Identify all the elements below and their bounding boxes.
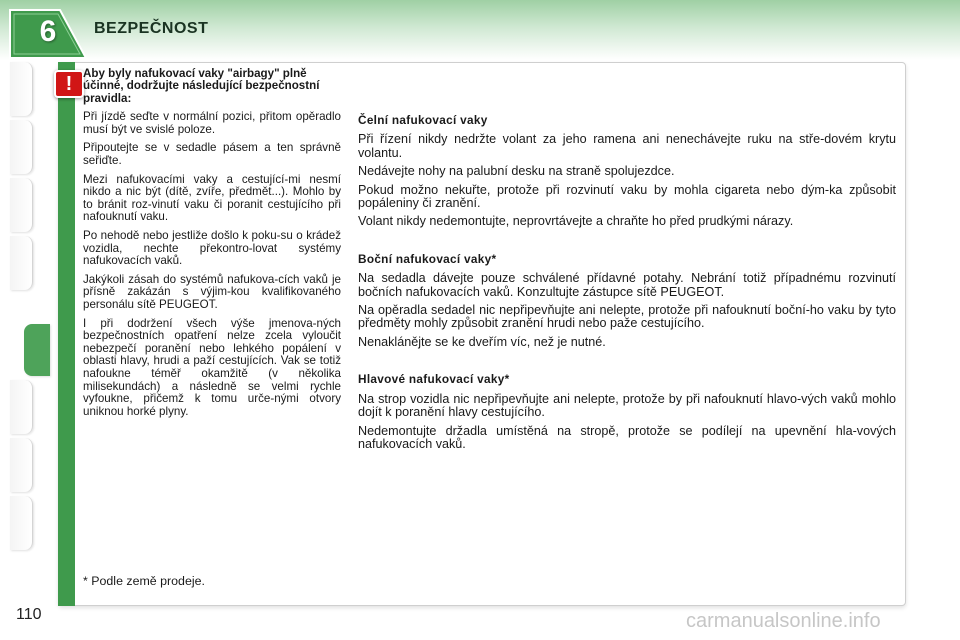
section-paragraph: Na sedadla dávejte pouze schválené přídavné potahy. Nebrání totiž případnému rozvinutí bočních nafukovacích vaků. Konzultujte zástupce sítě PEUGEOT.: [358, 271, 896, 299]
chapter-badge: [8, 8, 88, 60]
section-heading: Čelní nafukovací vaky: [358, 113, 488, 127]
section-paragraph: Při řízení nikdy nedržte volant za jeho ramena ani nenechávejte ruku na stře-dovém krytu volantu.: [358, 132, 896, 160]
chapter-tabs: [0, 62, 50, 582]
section-side-airbags: [358, 253, 896, 349]
exclamation-icon: !: [54, 70, 84, 98]
section-paragraph: Nenaklánějte se ke dveřím víc, než je nutné.: [358, 334, 606, 349]
chapter-tab[interactable]: [10, 236, 33, 290]
section-paragraph: Nedemontujte držadla umístěná na stropě, protože se podílejí na upevnění hla-vových nafukovacích vaků.: [358, 423, 896, 451]
warning-paragraph: Jakýkoli zásah do systémů nafukova-cích vaků je přísně zakázán s výjim-kou kvalifikovaného personálu sítě PEUGEOT.: [83, 272, 341, 311]
chapter-tab[interactable]: [10, 438, 33, 492]
section-heading: Hlavové nafukovací vaky*: [358, 372, 510, 387]
section-front-airbags: [358, 114, 896, 229]
airbag-sections: [358, 114, 896, 475]
chapter-tab[interactable]: [10, 62, 33, 116]
warning-paragraph: I při dodržení všech výše jmenova-ných bezpečnostních opatření nelze zcela vyloučit nebezpečí poranění nebo lehkého popálení v oblasti hlavy, hrudi a paží cestujících. Vak se totiž nafoukne téměř okamžitě (v několika milisekundách) a následně se velmi rychle vyfoukne, přičemž k tomu urče-nými otvory uniknou horké plyny.: [83, 316, 341, 418]
warning-paragraph: Po nehodě nebo jestliže došlo k poku-su o krádež vozidla, nechte překontro-lovat systémy nafukovacích vaků.: [83, 228, 341, 268]
chapter-tab-active[interactable]: [24, 324, 50, 376]
warning-paragraph: Při jízdě seďte v normální pozici, přitom opěradlo musí být ve svislé poloze.: [83, 110, 341, 136]
section-paragraph: Pokud možno nekuřte, protože při rozvinutí vaku by mohla cigareta nebo dým-ka způsobit popáleniny či zranění.: [358, 182, 896, 211]
chapter-tab[interactable]: [10, 120, 33, 174]
footnote: * Podle země prodeje.: [83, 574, 205, 588]
page-number: 110: [16, 606, 42, 623]
section-paragraph: Volant nikdy nedemontujte, neprovrtávejte a chraňte ho před prudkými nárazy.: [358, 214, 794, 229]
watermark: carmanualsonline.info: [686, 610, 881, 632]
section-title: BEZPEČNOST: [94, 20, 209, 37]
warning-paragraph: Mezi nafukovacími vaky a cestující-mi nesmí nikdo a nic být (dítě, zvíře, předmět...). Mohlo by to bránit roz-vinutí vaku či poranit cestujícího při nafouknutí vaku.: [83, 172, 341, 224]
section-curtain-airbags: [358, 373, 896, 451]
section-paragraph: Nedávejte nohy na palubní desku na straně spolujezdce.: [358, 164, 675, 179]
warning-paragraph: Připoutejte se v sedadle pásem a ten správně seřiďte.: [83, 141, 341, 167]
section-heading: Boční nafukovací vaky*: [358, 251, 497, 266]
warning-bar: [58, 62, 75, 606]
chapter-number: 6: [39, 15, 57, 48]
warning-column: [83, 68, 341, 424]
warning-heading: Aby byly nafukovací vaky "airbagy" plně účinné, dodržujte následující bezpečnostní pravidla:: [83, 67, 320, 105]
section-paragraph: Na opěradla sedadel nic nepřipevňujte ani nelepte, protože při nafouknutí boční-ho vaku by tyto předměty mohly způsobit zranění hrudi nebo paže cestujícího.: [358, 303, 896, 331]
chapter-tab[interactable]: [10, 380, 33, 434]
chapter-tab[interactable]: [10, 496, 33, 550]
section-paragraph: Na strop vozidla nic nepřipevňujte ani nelepte, protože by při nafouknutí hlavo-vých vaků mohlo dojít k poranění hlavy cestujícího.: [358, 391, 896, 420]
chapter-tab[interactable]: [10, 178, 33, 232]
